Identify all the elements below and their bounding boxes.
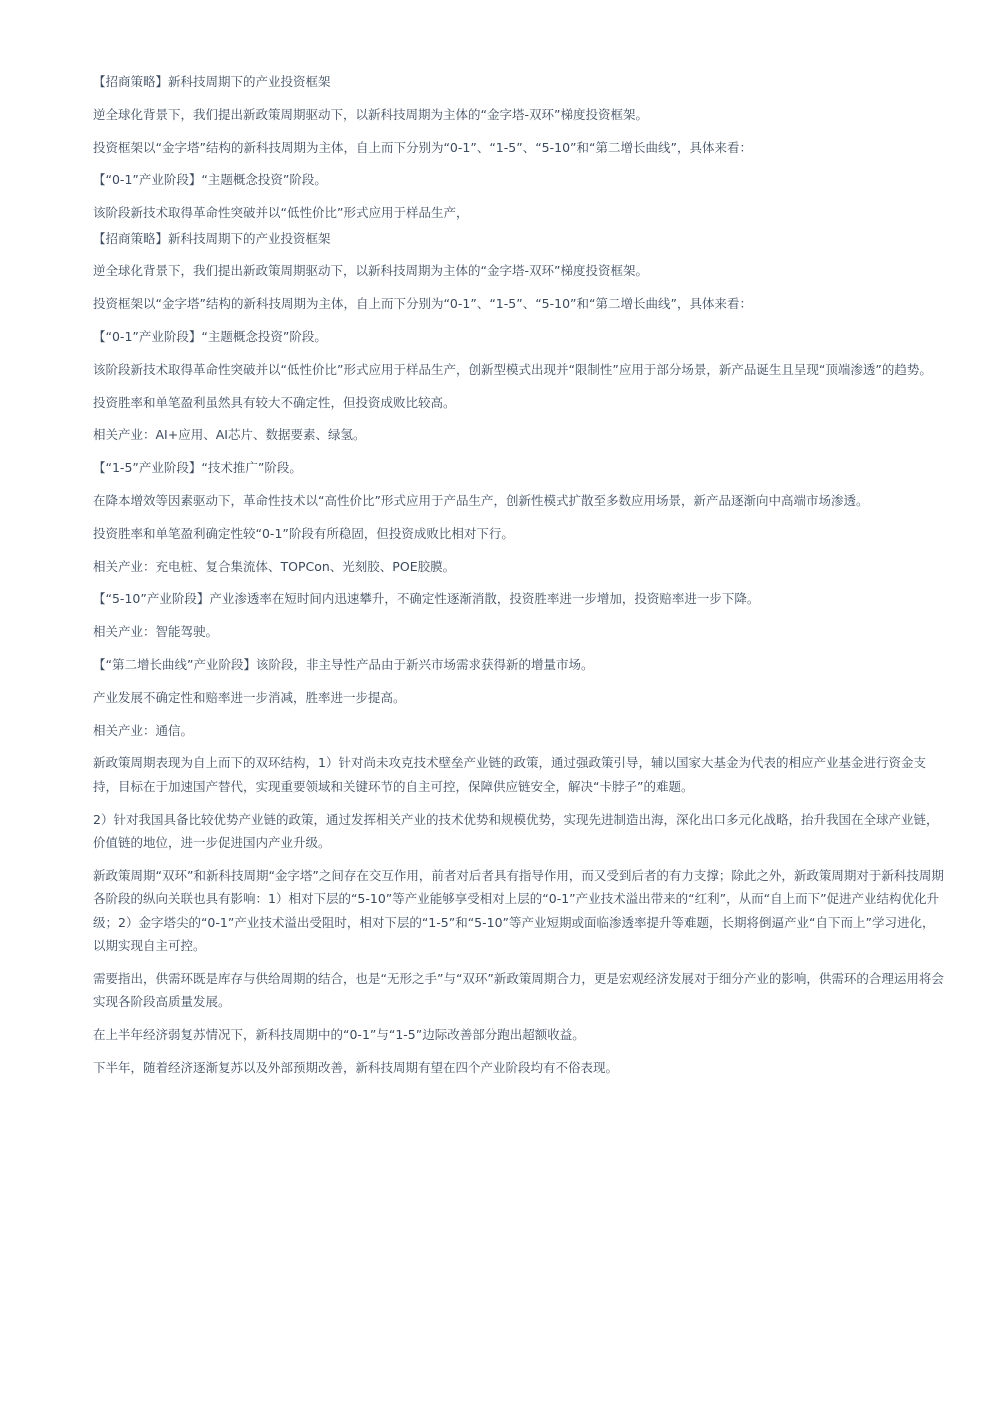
document-body [93,70,945,1089]
paragraph: 投资框架以“金字塔”结构的新科技周期为主体，自上而下分别为“0-1”、“1-5”、“5-10”和“第二增长曲线”，具体来看： [93,139,752,155]
paragraph: 逆全球化背景下，我们提出新政策周期驱动下，以新科技周期为主体的“金字塔-双环”梯度投资框架。 [93,106,648,122]
paragraph: 逆全球化背景下，我们提出新政策周期驱动下，以新科技周期为主体的“金字塔-双环”梯度投资框架。 [93,263,648,279]
paragraph: 【“第二增长曲线”产业阶段】该阶段，非主导性产品由于新兴市场需求获得新的增量市场。 [93,656,594,672]
paragraph: 相关产业：AI+应用、AI芯片、数据要素、绿氢。 [93,427,366,443]
paragraph: 相关产业：通信。 [93,722,194,738]
paragraph: 2）针对我国具备比较优势产业链的政策，通过发挥相关产业的技术优势和规模优势，实现先进制造出海，深化出口多元化战略，抬升我国在全球产业链，价值链的地位，进一步促进国内产业升级。 [93,811,939,850]
paragraph: 相关产业：充电桩、复合集流体、TOPCon、光刻胶、POE胶膜。 [93,558,456,574]
paragraph: 在上半年经济弱复苏情况下，新科技周期中的“0-1”与“1-5”边际改善部分跑出超额收益。 [93,1026,585,1042]
paragraph: 投资框架以“金字塔”结构的新科技周期为主体，自上而下分别为“0-1”、“1-5”、“5-10”和“第二增长曲线”，具体来看： [93,296,752,312]
paragraph: 【“0-1”产业阶段】“主题概念投资”阶段。 [93,172,327,188]
paragraph: 【“5-10”产业阶段】产业渗透率在短时间内迅速攀升，不确定性逐渐消散，投资胜率进一步增加，投资赔率进一步下降。 [93,591,760,607]
paragraph-heading: 【招商策略】新科技周期下的产业投资框架 [93,230,331,246]
paragraph: 投资胜率和单笔盈利虽然具有较大不确定性，但投资成败比较高。 [93,394,456,410]
paragraph: 新政策周期表现为自上而下的双环结构，1）针对尚未攻克技术壁垒产业链的政策，通过强政策引导，辅以国家大基金为代表的相应产业基金进行资金支持，目标在于加速国产替代，实现重要领域和关键环节的自主可控，保障供应链安全，解决“卡脖子”的难题。 [93,755,926,794]
paragraph: 【“0-1”产业阶段】“主题概念投资”阶段。 [93,328,327,344]
paragraph: 在降本增效等因素驱动下，革命性技术以“高性价比”形式应用于产品生产，创新性模式扩散至多数应用场景，新产品逐渐向中高端市场渗透。 [93,492,869,508]
paragraph: 相关产业：智能驾驶。 [93,624,219,640]
paragraph: 下半年，随着经济逐渐复苏以及外部预期改善，新科技周期有望在四个产业阶段均有不俗表现。 [93,1059,619,1075]
paragraph: 【“1-5”产业阶段】“技术推广”阶段。 [93,460,302,476]
paragraph-heading: 【招商策略】新科技周期下的产业投资框架 [93,74,331,89]
paragraph: 该阶段新技术取得革命性突破并以“低性价比”形式应用于样品生产， [93,205,469,221]
paragraph: 需要指出，供需环既是库存与供给周期的结合，也是“无形之手”与“双环”新政策周期合力，更是宏观经济发展对于细分产业的影响，供需环的合理运用将会实现各阶段高质量发展。 [93,970,944,1010]
paragraph: 该阶段新技术取得革命性突破并以“低性价比”形式应用于样品生产，创新型模式出现并“限制性”应用于部分场景，新产品诞生且呈现“顶端渗透”的趋势。 [93,361,932,377]
paragraph: 产业发展不确定性和赔率进一步消减，胜率进一步提高。 [93,689,406,705]
paragraph: 投资胜率和单笔盈利确定性较“0-1”阶段有所稳固，但投资成败比相对下行。 [93,525,514,541]
paragraph: 新政策周期“双环”和新科技周期“金字塔”之间存在交互作用，前者对后者具有指导作用，而又受到后者的有力支撑；除此之外，新政策周期对于新科技周期各阶段的纵向关联也具有影响：1）相对下层的“5-10”等产业能够享受相对上层的“0-1”产业技术溢出带来的“红利”，从而“自上而下”促进产业结构优化升级；2）金字塔尖的“0-1”产业技术溢出受阻时，相对下层的“1-5”和“5-10”等产业短期或面临渗透率提升等难题，长期将倒逼产业“自下而上”学习进化，以期实现自主可控。 [93,867,944,953]
